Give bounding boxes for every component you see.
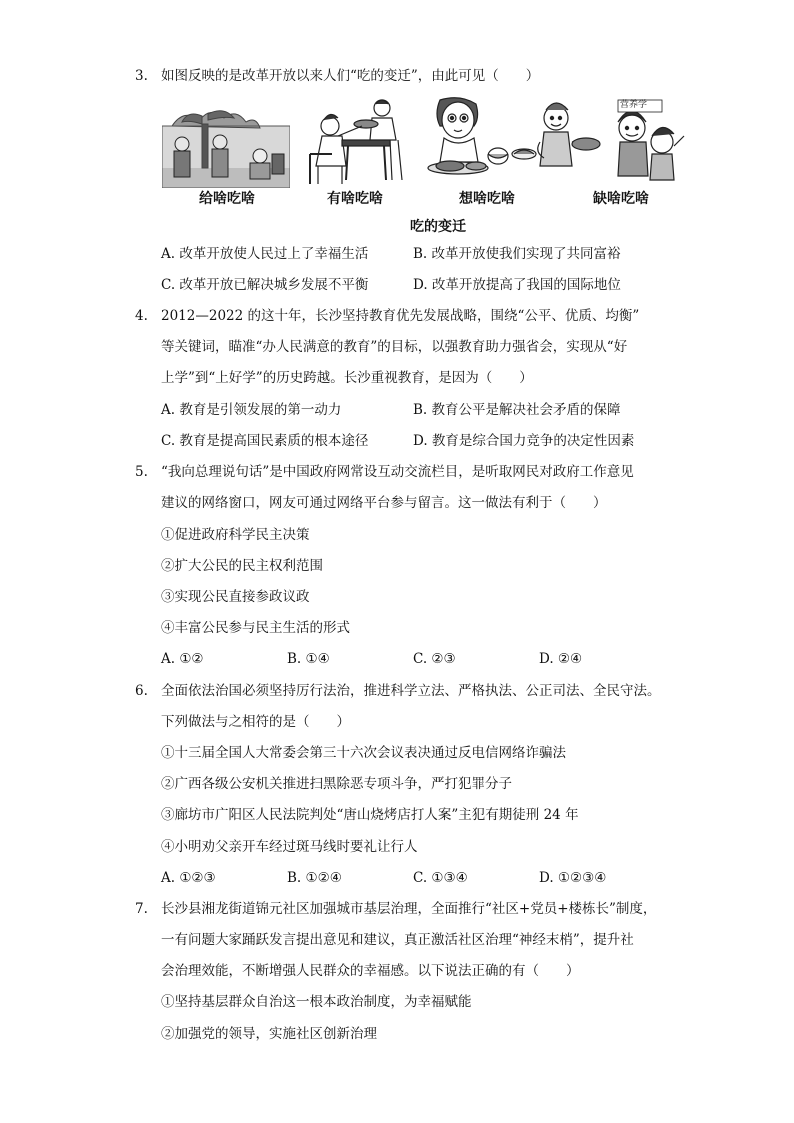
option-c: C. ②③ <box>413 651 456 667</box>
option-b: B. ①④ <box>287 651 330 667</box>
question-number: 6. <box>135 683 148 699</box>
figure-caption-1: 给啥吃啥 <box>199 191 255 207</box>
figure-caption-2: 有啥吃啥 <box>327 191 383 207</box>
option-c: C. ①③④ <box>413 870 468 886</box>
question-stem-line: 会治理效能，不断增强人民群众的幸福感。以下说法正确的有（ ） <box>161 963 580 979</box>
statement-item: ①坚持基层群众自治这一根本政治制度，为幸福赋能 <box>161 994 472 1010</box>
statement-item: ③实现公民直接参政议政 <box>161 589 310 605</box>
option-d: D. ①②③④ <box>539 870 607 886</box>
option-c: C. 改革开放已解决城乡发展不平衡 <box>161 277 369 293</box>
food-change-figure <box>162 96 686 192</box>
statement-item: ①十三届全国人大常委会第三十六次会议表决通过反电信网络诈骗法 <box>161 745 566 761</box>
figure-caption-3: 想啥吃啥 <box>459 191 515 207</box>
statement-item: ②广西各级公安机关推进扫黑除恶专项斗争，严打犯罪分子 <box>161 776 512 792</box>
statement-item: ④小明劝父亲开车经过斑马线时要礼让行人 <box>161 839 418 855</box>
option-d: D. 教育是综合国力竞争的决定性因素 <box>413 433 635 449</box>
statement-item: ②加强党的领导，实施社区创新治理 <box>161 1026 377 1042</box>
option-a: A. ①② <box>161 651 204 667</box>
statement-item: ①促进政府科学民主决策 <box>161 527 310 543</box>
nutrition-sign-text: 营养学 <box>620 100 648 110</box>
option-b: B. 改革开放使我们实现了共同富裕 <box>413 246 621 262</box>
panel-restaurant-illustration <box>298 96 414 188</box>
question-stem-line: 2012—2022 的这十年，长沙坚持教育优先发展战略，围绕“公平、优质、均衡” <box>161 308 640 324</box>
panel-thinking-illustration <box>420 96 542 188</box>
question-stem-line: 等关键词，瞄准“办人民满意的教育”的目标，以强教育助力强省会，实现从“好 <box>161 339 628 355</box>
question-stem-line: 如图反映的是改革开放以来人们“吃的变迁”，由此可见（ ） <box>161 68 540 84</box>
statement-item: ③廊坊市广阳区人民法院判处“唐山烧烤店打人案”主犯有期徒刑 24 年 <box>161 807 579 823</box>
option-d: D. ②④ <box>539 651 583 667</box>
option-a: A. 教育是引领发展的第一动力 <box>161 402 342 418</box>
question-number: 4. <box>135 308 148 324</box>
option-a: A. ①②③ <box>161 870 216 886</box>
panel-nutrition-illustration <box>534 96 688 188</box>
question-stem-line: 上学”到“上好学”的历史跨越。长沙重视教育，是因为（ ） <box>161 370 533 386</box>
question-stem-line: 长沙县湘龙街道锦元社区加强城市基层治理，全面推行“社区+党员+楼栋长”制度， <box>161 901 657 917</box>
question-stem-line: 建议的网络窗口，网友可通过网络平台参与留言。这一做法有利于（ ） <box>161 495 607 511</box>
option-c: C. 教育是提高国民素质的根本途径 <box>161 433 369 449</box>
question-stem-line: “我向总理说句话”是中国政府网常设互动交流栏目，是听取网民对政府工作意见 <box>161 464 634 480</box>
question-stem-line: 下列做法与之相符的是（ ） <box>161 714 350 730</box>
question-stem-line: 一有问题大家踊跃发言提出意见和建议，真正激活社区治理“神经末梢”，提升社 <box>161 932 634 948</box>
option-a: A. 改革开放使人民过上了幸福生活 <box>161 246 369 262</box>
statement-item: ②扩大公民的民主权利范围 <box>161 558 323 574</box>
figure-title: 吃的变迁 <box>410 219 466 235</box>
option-b: B. 教育公平是解决社会矛盾的保障 <box>413 402 621 418</box>
option-d: D. 改革开放提高了我国的国际地位 <box>413 277 621 293</box>
figure-caption-4: 缺啥吃啥 <box>593 191 649 207</box>
question-number: 7. <box>135 901 148 917</box>
panel-rationing-illustration <box>162 96 290 188</box>
option-b: B. ①②④ <box>287 870 342 886</box>
question-number: 5. <box>135 464 148 480</box>
question-number: 3. <box>135 68 148 84</box>
question-stem-line: 全面依法治国必须坚持厉行法治，推进科学立法、严格执法、公正司法、全民守法。 <box>161 683 661 699</box>
statement-item: ④丰富公民参与民主生活的形式 <box>161 620 350 636</box>
